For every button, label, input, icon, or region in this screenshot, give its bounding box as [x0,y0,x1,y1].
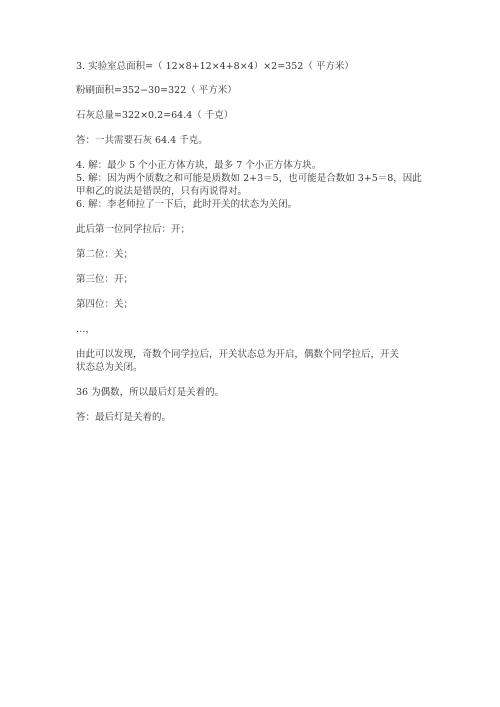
answer-5-line-2: 甲和乙的说法是错误的，只有丙说得对。 [76,186,248,197]
answer-6-fourth-student: 第四位：关； [76,299,134,310]
answer-6-ellipsis: …， [76,324,96,335]
answer-6-first-student: 此后第一位同学拉后：开； [76,224,191,235]
answer-6-conclusion: 答：最后灯是关着的。 [76,412,172,423]
answer-4: 4. 解：最少 5 个小正方体方块，最多 7 个小正方体方块。 [76,160,322,171]
answer-3-total-area: 3. 实验室总面积=（ 12×8+12×4+8×4）×2=352（ 平方米） [76,61,354,72]
answer-6-pattern-line-2: 状态总为关闭。 [76,362,143,373]
answer-6-pattern-line-1: 由此可以发现，奇数个同学拉后，开关状态总为开启，偶数个同学拉后，开关 [76,349,400,360]
answer-3-conclusion: 答：一共需要石灰 64.4 千克。 [76,135,208,146]
answer-6-third-student: 第三位：开； [76,274,134,285]
answer-3-paint-area: 粉刷面积=352−30=322（ 平方米） [76,85,237,96]
answer-6-even-reasoning: 36 为偶数，所以最后灯是关着的。 [76,387,225,398]
answer-6-second-student: 第二位：关； [76,249,134,260]
answer-6-intro: 6. 解：李老师拉了一下后，此时开关的状态为关闭。 [76,199,298,210]
answer-5-line-1: 5. 解：因为两个质数之和可能是质数如 2+3＝5，也可能是合数如 3+5＝8，因此 [76,173,422,184]
answer-3-lime-total: 石灰总量=322×0.2=64.4（ 千克） [76,110,234,121]
